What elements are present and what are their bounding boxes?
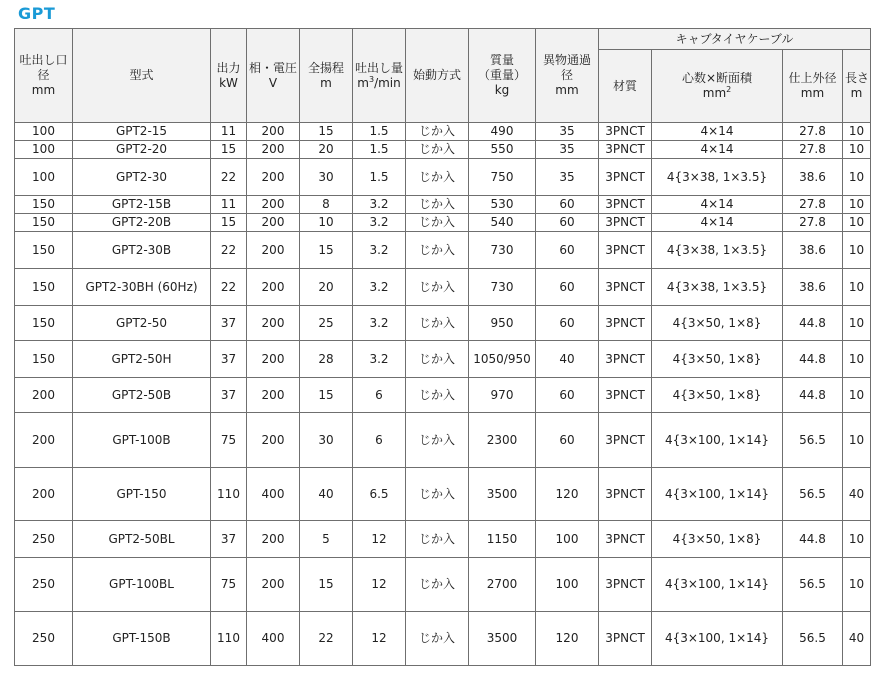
cell-model: GPT-150B bbox=[73, 612, 211, 666]
table-row bbox=[15, 341, 871, 378]
table-row bbox=[15, 123, 871, 141]
cell-cable-material: 3PNCT bbox=[599, 612, 652, 666]
cell-cable-material: 3PNCT bbox=[599, 558, 652, 612]
cell-model: GPT2-30B bbox=[73, 232, 211, 269]
table-row bbox=[15, 159, 871, 196]
cell-mass: 1150 bbox=[469, 521, 536, 558]
cell-start-method: じか入 bbox=[406, 123, 469, 141]
table-row bbox=[15, 141, 871, 159]
cell-output: 75 bbox=[211, 558, 247, 612]
cell-model: GPT2-50H bbox=[73, 341, 211, 378]
cell-model: GPT2-30 bbox=[73, 159, 211, 196]
cell-cable-diameter: 27.8 bbox=[783, 123, 843, 141]
cell-cable-length: 10 bbox=[843, 341, 871, 378]
cell-voltage: 200 bbox=[247, 141, 300, 159]
cell-model: GPT2-50B bbox=[73, 378, 211, 413]
cell-voltage: 200 bbox=[247, 306, 300, 341]
cell-voltage: 200 bbox=[247, 269, 300, 306]
cell-start-method: じか入 bbox=[406, 141, 469, 159]
cell-model: GPT-100B bbox=[73, 413, 211, 468]
cell-model: GPT2-30BH (60Hz) bbox=[73, 269, 211, 306]
cell-voltage: 200 bbox=[247, 521, 300, 558]
table-body bbox=[15, 123, 871, 666]
cell-passage: 35 bbox=[536, 141, 599, 159]
table-row bbox=[15, 521, 871, 558]
cell-model: GPT2-15 bbox=[73, 123, 211, 141]
cell-output: 110 bbox=[211, 468, 247, 521]
cell-cable-length: 10 bbox=[843, 214, 871, 232]
cell-cable-diameter: 38.6 bbox=[783, 232, 843, 269]
cell-passage: 60 bbox=[536, 413, 599, 468]
cell-head: 8 bbox=[300, 196, 353, 214]
cell-voltage: 400 bbox=[247, 612, 300, 666]
cell-cable-diameter: 38.6 bbox=[783, 269, 843, 306]
cell-cable-diameter: 56.5 bbox=[783, 612, 843, 666]
cell-cable-length: 10 bbox=[843, 306, 871, 341]
cell-passage: 100 bbox=[536, 521, 599, 558]
cell-cable-cores: 4×14 bbox=[652, 123, 783, 141]
cell-head: 30 bbox=[300, 413, 353, 468]
cell-mass: 530 bbox=[469, 196, 536, 214]
cell-output: 15 bbox=[211, 141, 247, 159]
cell-mass: 730 bbox=[469, 269, 536, 306]
table-row bbox=[15, 612, 871, 666]
cell-head: 15 bbox=[300, 123, 353, 141]
cell-cable-cores: 4{3×38, 1×3.5} bbox=[652, 269, 783, 306]
cell-cable-cores: 4×14 bbox=[652, 214, 783, 232]
cell-cable-material: 3PNCT bbox=[599, 123, 652, 141]
cell-voltage: 200 bbox=[247, 123, 300, 141]
cell-mass: 970 bbox=[469, 378, 536, 413]
cell-model: GPT2-50BL bbox=[73, 521, 211, 558]
cell-model: GPT2-20 bbox=[73, 141, 211, 159]
cell-voltage: 200 bbox=[247, 413, 300, 468]
cell-output: 37 bbox=[211, 521, 247, 558]
table-row bbox=[15, 232, 871, 269]
cell-start-method: じか入 bbox=[406, 521, 469, 558]
cell-cable-length: 40 bbox=[843, 612, 871, 666]
cell-passage: 60 bbox=[536, 378, 599, 413]
cell-outlet: 150 bbox=[15, 269, 73, 306]
cell-cable-diameter: 56.5 bbox=[783, 558, 843, 612]
cell-cable-cores: 4{3×50, 1×8} bbox=[652, 341, 783, 378]
cell-mass: 2300 bbox=[469, 413, 536, 468]
cell-cable-material: 3PNCT bbox=[599, 232, 652, 269]
cell-output: 22 bbox=[211, 269, 247, 306]
cell-discharge: 6 bbox=[353, 413, 406, 468]
spec-table bbox=[14, 28, 871, 666]
cell-mass: 2700 bbox=[469, 558, 536, 612]
header-voltage: 相・電圧 V bbox=[247, 29, 300, 123]
cell-start-method: じか入 bbox=[406, 468, 469, 521]
cell-head: 20 bbox=[300, 141, 353, 159]
cell-mass: 1050/950 bbox=[469, 341, 536, 378]
cell-voltage: 200 bbox=[247, 341, 300, 378]
cell-cable-cores: 4{3×100, 1×14} bbox=[652, 413, 783, 468]
cell-cable-material: 3PNCT bbox=[599, 141, 652, 159]
cores-unit: $mm^2$ bbox=[702, 85, 732, 100]
cell-start-method: じか入 bbox=[406, 269, 469, 306]
cell-discharge: 12 bbox=[353, 612, 406, 666]
cell-mass: 550 bbox=[469, 141, 536, 159]
cell-output: 75 bbox=[211, 413, 247, 468]
cell-start-method: じか入 bbox=[406, 612, 469, 666]
header-output: 出力 kW bbox=[211, 29, 247, 123]
cell-output: 11 bbox=[211, 196, 247, 214]
cell-cable-diameter: 44.8 bbox=[783, 378, 843, 413]
cell-passage: 100 bbox=[536, 558, 599, 612]
cell-start-method: じか入 bbox=[406, 196, 469, 214]
cell-discharge: 1.5 bbox=[353, 123, 406, 141]
cell-cable-diameter: 56.5 bbox=[783, 413, 843, 468]
cell-output: 37 bbox=[211, 306, 247, 341]
cell-outlet: 100 bbox=[15, 123, 73, 141]
cell-output: 37 bbox=[211, 341, 247, 378]
cell-outlet: 100 bbox=[15, 159, 73, 196]
cell-outlet: 200 bbox=[15, 378, 73, 413]
cell-discharge: 6 bbox=[353, 378, 406, 413]
cell-discharge: 6.5 bbox=[353, 468, 406, 521]
cell-discharge: 3.2 bbox=[353, 306, 406, 341]
cell-passage: 40 bbox=[536, 341, 599, 378]
cell-head: 10 bbox=[300, 214, 353, 232]
cell-cable-length: 10 bbox=[843, 123, 871, 141]
cell-cable-length: 10 bbox=[843, 269, 871, 306]
header-outlet: 吐出し口 径 mm bbox=[15, 29, 73, 123]
cell-mass: 490 bbox=[469, 123, 536, 141]
header-cable-length: 長さ m bbox=[843, 50, 871, 123]
cell-cable-material: 3PNCT bbox=[599, 378, 652, 413]
cell-cable-material: 3PNCT bbox=[599, 269, 652, 306]
cell-mass: 540 bbox=[469, 214, 536, 232]
cell-mass: 3500 bbox=[469, 468, 536, 521]
cell-outlet: 150 bbox=[15, 341, 73, 378]
header-model: 型式 bbox=[73, 29, 211, 123]
table-row bbox=[15, 214, 871, 232]
header-start-method: 始動方式 bbox=[406, 29, 469, 123]
cell-cable-diameter: 44.8 bbox=[783, 521, 843, 558]
table-row bbox=[15, 196, 871, 214]
cell-mass: 750 bbox=[469, 159, 536, 196]
cell-cable-material: 3PNCT bbox=[599, 196, 652, 214]
header-cable-group: キャブタイヤケーブル bbox=[599, 29, 871, 50]
cell-cable-length: 10 bbox=[843, 196, 871, 214]
cell-output: 15 bbox=[211, 214, 247, 232]
cell-head: 15 bbox=[300, 232, 353, 269]
cell-output: 37 bbox=[211, 378, 247, 413]
header-passage: 異物通過 径 mm bbox=[536, 29, 599, 123]
cell-head: 30 bbox=[300, 159, 353, 196]
cell-outlet: 150 bbox=[15, 214, 73, 232]
header-cable-diameter: 仕上外径 mm bbox=[783, 50, 843, 123]
cell-outlet: 200 bbox=[15, 413, 73, 468]
cell-outlet: 150 bbox=[15, 232, 73, 269]
cell-cable-cores: 4{3×50, 1×8} bbox=[652, 521, 783, 558]
table-row bbox=[15, 306, 871, 341]
cell-outlet: 250 bbox=[15, 558, 73, 612]
header-mass: 質量 （重量） kg bbox=[469, 29, 536, 123]
cell-mass: 730 bbox=[469, 232, 536, 269]
cell-cable-material: 3PNCT bbox=[599, 341, 652, 378]
cell-cable-cores: 4{3×50, 1×8} bbox=[652, 378, 783, 413]
table-row bbox=[15, 413, 871, 468]
cell-model: GPT2-50 bbox=[73, 306, 211, 341]
cell-head: 22 bbox=[300, 612, 353, 666]
cell-cable-material: 3PNCT bbox=[599, 521, 652, 558]
cell-cable-cores: 4{3×38, 1×3.5} bbox=[652, 159, 783, 196]
cell-start-method: じか入 bbox=[406, 378, 469, 413]
cell-voltage: 200 bbox=[247, 159, 300, 196]
cell-cable-cores: 4{3×100, 1×14} bbox=[652, 612, 783, 666]
table-row bbox=[15, 378, 871, 413]
cell-head: 15 bbox=[300, 378, 353, 413]
cell-mass: 3500 bbox=[469, 612, 536, 666]
header-cable-material: 材質 bbox=[599, 50, 652, 123]
cell-model: GPT2-15B bbox=[73, 196, 211, 214]
cell-passage: 60 bbox=[536, 232, 599, 269]
cell-cable-material: 3PNCT bbox=[599, 468, 652, 521]
cell-passage: 120 bbox=[536, 468, 599, 521]
cell-cable-diameter: 56.5 bbox=[783, 468, 843, 521]
cell-start-method: じか入 bbox=[406, 214, 469, 232]
cell-discharge: 3.2 bbox=[353, 341, 406, 378]
cell-cable-length: 10 bbox=[843, 159, 871, 196]
cell-voltage: 200 bbox=[247, 232, 300, 269]
cell-cable-length: 10 bbox=[843, 141, 871, 159]
cell-passage: 60 bbox=[536, 269, 599, 306]
cell-cable-cores: 4{3×100, 1×14} bbox=[652, 468, 783, 521]
cell-discharge: 12 bbox=[353, 521, 406, 558]
cell-discharge: 1.5 bbox=[353, 159, 406, 196]
cell-model: GPT-100BL bbox=[73, 558, 211, 612]
cell-start-method: じか入 bbox=[406, 558, 469, 612]
cell-start-method: じか入 bbox=[406, 232, 469, 269]
cell-head: 25 bbox=[300, 306, 353, 341]
cell-cable-cores: 4×14 bbox=[652, 141, 783, 159]
cell-cable-length: 10 bbox=[843, 232, 871, 269]
cell-cable-length: 10 bbox=[843, 558, 871, 612]
header-discharge: 吐出し量 $m^3/\min$ bbox=[353, 29, 406, 123]
cell-cable-diameter: 38.6 bbox=[783, 159, 843, 196]
cell-discharge: 1.5 bbox=[353, 141, 406, 159]
cell-start-method: じか入 bbox=[406, 159, 469, 196]
cell-discharge: 3.2 bbox=[353, 196, 406, 214]
cell-head: 28 bbox=[300, 341, 353, 378]
discharge-unit: $m^3/\min$ bbox=[357, 74, 401, 90]
cell-cable-cores: 4×14 bbox=[652, 196, 783, 214]
cell-output: 11 bbox=[211, 123, 247, 141]
header-cable-cores: 心数×断面積 $mm^2$ bbox=[652, 50, 783, 123]
cell-cable-diameter: 44.8 bbox=[783, 341, 843, 378]
cell-passage: 35 bbox=[536, 123, 599, 141]
cell-cable-cores: 4{3×100, 1×14} bbox=[652, 558, 783, 612]
cell-cable-diameter: 27.8 bbox=[783, 196, 843, 214]
cell-passage: 35 bbox=[536, 159, 599, 196]
cell-passage: 120 bbox=[536, 612, 599, 666]
cell-outlet: 250 bbox=[15, 612, 73, 666]
cell-voltage: 200 bbox=[247, 558, 300, 612]
cell-mass: 950 bbox=[469, 306, 536, 341]
cell-cable-material: 3PNCT bbox=[599, 214, 652, 232]
table-row bbox=[15, 269, 871, 306]
cell-head: 40 bbox=[300, 468, 353, 521]
table-row bbox=[15, 558, 871, 612]
cell-cable-length: 10 bbox=[843, 413, 871, 468]
cell-head: 5 bbox=[300, 521, 353, 558]
cell-model: GPT2-20B bbox=[73, 214, 211, 232]
cell-discharge: 3.2 bbox=[353, 232, 406, 269]
cell-start-method: じか入 bbox=[406, 413, 469, 468]
cell-cable-length: 40 bbox=[843, 468, 871, 521]
cell-cable-cores: 4{3×38, 1×3.5} bbox=[652, 232, 783, 269]
cell-discharge: 12 bbox=[353, 558, 406, 612]
cell-output: 22 bbox=[211, 232, 247, 269]
cell-head: 20 bbox=[300, 269, 353, 306]
cell-passage: 60 bbox=[536, 196, 599, 214]
cell-voltage: 200 bbox=[247, 214, 300, 232]
cell-outlet: 100 bbox=[15, 141, 73, 159]
cell-cable-length: 10 bbox=[843, 378, 871, 413]
cell-outlet: 150 bbox=[15, 196, 73, 214]
cell-voltage: 200 bbox=[247, 196, 300, 214]
cell-outlet: 150 bbox=[15, 306, 73, 341]
cell-head: 15 bbox=[300, 558, 353, 612]
cell-start-method: じか入 bbox=[406, 341, 469, 378]
cell-output: 22 bbox=[211, 159, 247, 196]
cell-cable-material: 3PNCT bbox=[599, 413, 652, 468]
cell-outlet: 200 bbox=[15, 468, 73, 521]
cell-cable-diameter: 44.8 bbox=[783, 306, 843, 341]
cell-cable-diameter: 27.8 bbox=[783, 141, 843, 159]
cell-cable-length: 10 bbox=[843, 521, 871, 558]
cell-output: 110 bbox=[211, 612, 247, 666]
cell-start-method: じか入 bbox=[406, 306, 469, 341]
cell-outlet: 250 bbox=[15, 521, 73, 558]
cell-passage: 60 bbox=[536, 214, 599, 232]
cell-cable-diameter: 27.8 bbox=[783, 214, 843, 232]
cell-voltage: 200 bbox=[247, 378, 300, 413]
cell-cable-material: 3PNCT bbox=[599, 306, 652, 341]
cell-cable-material: 3PNCT bbox=[599, 159, 652, 196]
cell-cable-cores: 4{3×50, 1×8} bbox=[652, 306, 783, 341]
cell-model: GPT-150 bbox=[73, 468, 211, 521]
cell-discharge: 3.2 bbox=[353, 269, 406, 306]
cell-voltage: 400 bbox=[247, 468, 300, 521]
page-title: GPT bbox=[18, 4, 56, 23]
header-head: 全揚程 m bbox=[300, 29, 353, 123]
cell-discharge: 3.2 bbox=[353, 214, 406, 232]
table-row bbox=[15, 468, 871, 521]
cell-passage: 60 bbox=[536, 306, 599, 341]
